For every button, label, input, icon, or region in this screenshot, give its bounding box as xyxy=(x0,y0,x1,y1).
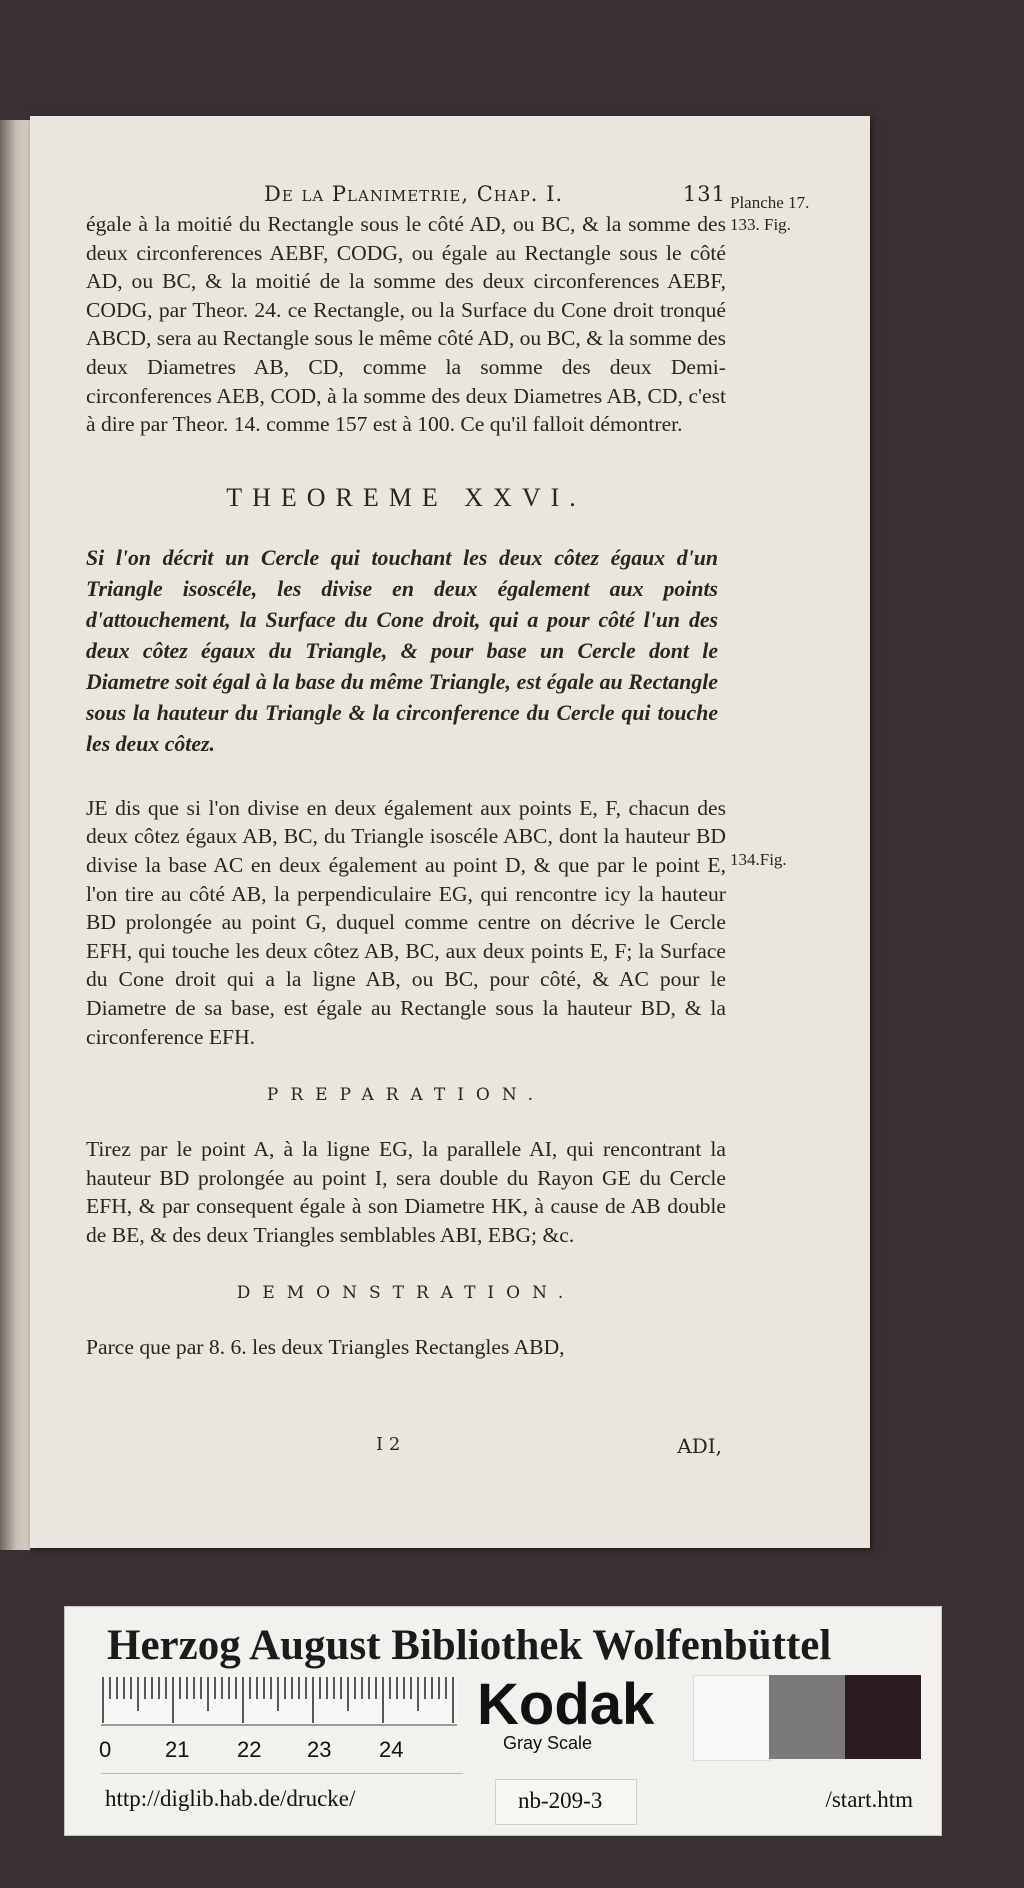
page-number: 131 xyxy=(682,182,726,206)
theorem-title: THEOREME XXVI. xyxy=(226,482,586,512)
ruler-label-23: 23 xyxy=(307,1737,332,1762)
gray-patch-mid xyxy=(769,1675,845,1759)
ruler-label-0: 0 xyxy=(99,1737,112,1762)
kodak-logo: Kodak xyxy=(477,1672,655,1737)
page-text-block xyxy=(86,182,726,1459)
preparation-paragraph: Tirez par le point A, à la ligne EG, la parallele AI, qui rencontrant la hauteur BD prolongée au point I, sera double du Rayon GE du Cercle EFH, & par consequent égale à son Diametre HK, à cause de AB double de BE, & des deux Triangles semblables ABI, EBG; &c. xyxy=(86,1137,726,1247)
signature-mark: I 2 xyxy=(376,1434,401,1456)
demonstration-heading: DEMONSTRATION. xyxy=(236,1283,576,1304)
adjacent-page-edge xyxy=(0,120,30,1550)
running-head xyxy=(86,182,726,210)
preparation-heading: PREPARATION. xyxy=(266,1085,546,1106)
gray-patch-white xyxy=(693,1675,771,1761)
theorem-enunciation: Si l'on décrit un Cercle qui touchant les deux côtez égaux d'un Triangle isoscéle, les divise en deux également aux points d'attouchement, la Surface du Cone droit, qui a pour côté l'un des deux côtez égaux du Triangle, & pour base un Cercle dont le Diametre soit égal à la base du même Triangle, est égale au Rectangle sous la hauteur du Triangle & la circonference du Cercle qui touche les deux côtez. xyxy=(86,545,718,756)
margin-note-plate: Planche 17. 133. Fig. xyxy=(730,193,810,234)
gray-patch-black xyxy=(845,1675,921,1759)
library-color-card xyxy=(64,1606,942,1836)
ruler-label-24: 24 xyxy=(379,1737,404,1762)
running-head-title: De la Planimetrie, Chap. I. xyxy=(264,182,564,206)
ruler-label-21: 21 xyxy=(165,1737,190,1762)
library-name: Herzog August Bibliothek Wolfenbüttel xyxy=(107,1622,832,1669)
shelfmark-box xyxy=(495,1779,637,1825)
demonstration-paragraph: Parce que par 8. 6. les deux Triangles Rectangles ABD, xyxy=(86,1335,565,1360)
catchword: ADI, xyxy=(677,1434,722,1459)
book-page xyxy=(30,116,870,1548)
margin-note-figure: 134.Fig. xyxy=(730,850,787,869)
ruler-ticks-icon xyxy=(101,1677,457,1761)
ruler xyxy=(101,1677,457,1761)
start-page-path: /start.htm xyxy=(825,1787,913,1812)
page-footer xyxy=(86,1404,726,1459)
ruler-label-22: 22 xyxy=(237,1737,262,1762)
continuation-paragraph: égale à la moitié du Rectangle sous le côté AD, ou BC, & la somme des deux circonferences AEBF, CODG, ou égale au Rectangle sous le côté AD, ou BC, & la moitié de la somme des deux circonferences AEBF, CODG, par Theor. 24. ce Rectangle, ou la Surface du Cone droit tronqué ABCD, sera au Rectangle sous le même côté AD, ou BC, & la somme des deux Diametres AB, CD, comme la somme des deux Demi-circonferences AEB, COD, à la somme des deux Diametres AB, CD, c'est à dire par Theor. 14. comme 157 est à 100. Ce qu'il falloit démontrer. xyxy=(86,212,726,437)
gray-scale-label: Gray Scale xyxy=(503,1733,593,1753)
digital-library-url: http://diglib.hab.de/drucke/ xyxy=(105,1786,356,1811)
shelfmark: nb-209-3 xyxy=(518,1788,603,1813)
statement-paragraph: JE dis que si l'on divise en deux également aux points E, F, chacun des deux côtez égaux AB, BC, du Triangle isoscéle ABC, dont la hauteur BD divise la base AC en deux également au point D, & que par le point E, l'on tire au côté AB, la perpendiculaire EG, qui rencontre icy la hauteur BD prolongée au point G, duquel comme centre on décrive le Cercle EFH, qui touche les deux côtez AB, BC, aux deux points E, F; la Surface du Cone droit qui a la ligne AB, ou BC, pour côté, & AC pour le Diametre de sa base, est égale au Rectangle sous la hauteur BD, & la circonference EFH. xyxy=(86,795,726,1049)
url-field xyxy=(101,1773,463,1824)
